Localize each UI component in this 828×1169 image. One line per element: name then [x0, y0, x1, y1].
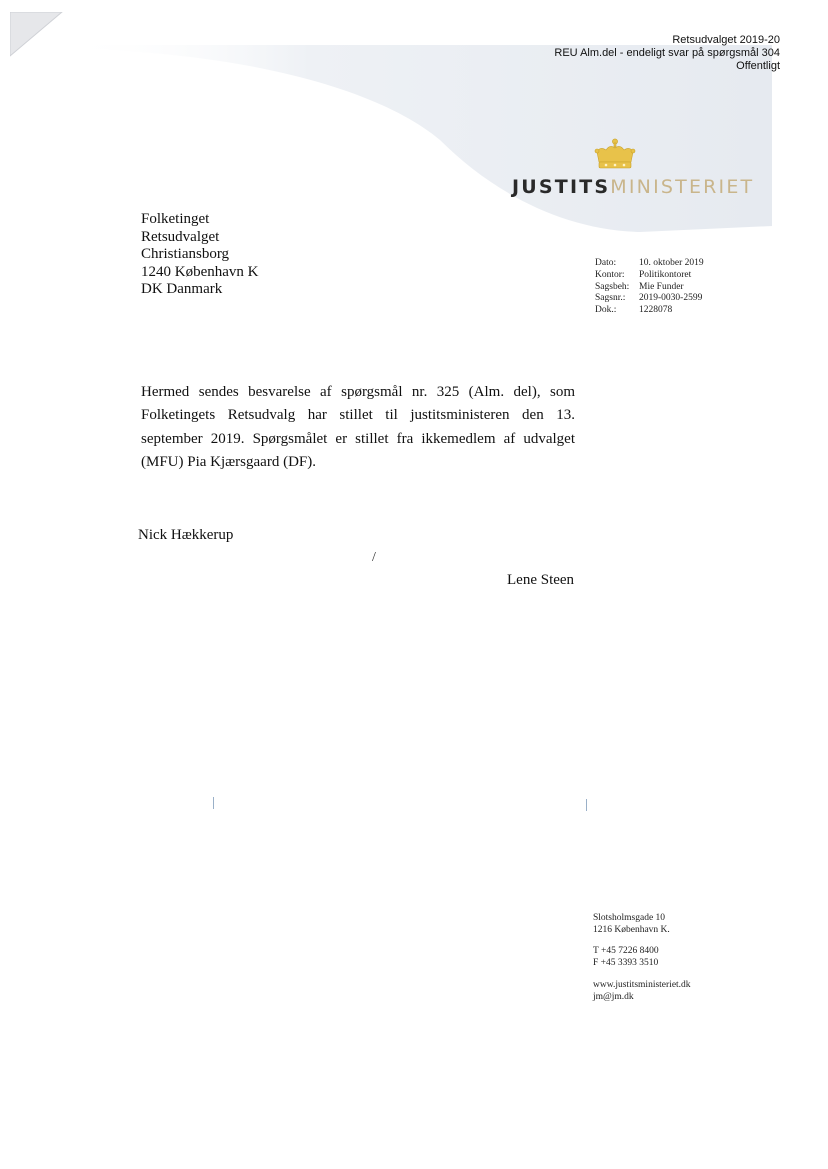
footer-city: 1216 København K. [593, 924, 670, 935]
footer-phone: T +45 7226 8400 [593, 946, 659, 956]
meta-label: Kontor: [595, 269, 625, 280]
ministry-logo [512, 176, 754, 198]
signatory-minister: Nick Hækkerup [138, 527, 234, 543]
page-corner-fold [10, 12, 64, 58]
logo-text-bold: JUSTITS [512, 176, 611, 198]
recipient-line: Folketinget [141, 211, 210, 227]
recipient-line: Retsudvalget [141, 228, 220, 245]
meta-value: 2019-0030-2599 [639, 293, 703, 304]
meta-label: Sagsnr.: [595, 293, 626, 304]
document-reference: REU Alm.del - endeligt svar på spørgsmål 304 [554, 47, 780, 59]
signature-separator: / [372, 550, 376, 565]
meta-value: Politikontoret [639, 269, 692, 280]
meta-row-case-number [595, 293, 704, 305]
footer-online [593, 980, 691, 1003]
footer-contact-numbers [593, 946, 659, 969]
footer-email: jm@jm.dk [593, 991, 634, 1002]
letter-body: Hermed sendes besvarelse af spørgsmål nr. 325 (Alm. del), som Folketingets Retsudvalg har stillet til justitsministeren den 13. september 2019. Spørgsmålet er stillet fra ikkemedlem af udvalget (MFU) Pia Kjærsgaard (DF). [141, 384, 575, 471]
case-metadata [595, 258, 704, 317]
footer-fax: F +45 3393 3510 [593, 957, 659, 968]
meta-row-office [595, 270, 704, 282]
meta-value: 1228078 [639, 305, 673, 316]
publicity-status: Offentligt [736, 60, 780, 72]
committee-session: Retsudvalget 2019-20 [672, 34, 780, 46]
meta-label: Dato: [595, 258, 617, 268]
recipient-line: Christiansborg [141, 246, 230, 263]
meta-value: Mie Funder [639, 281, 684, 292]
footer-address [593, 913, 670, 936]
signatory-official: Lene Steen [507, 572, 575, 588]
scan-mark [586, 799, 587, 811]
meta-row-date [595, 258, 704, 270]
recipient-line: 1240 København K [141, 263, 259, 280]
recipient-address [141, 211, 258, 299]
meta-label: Dok.: [595, 305, 617, 316]
meta-row-document [595, 305, 704, 317]
meta-label: Sagsbeh: [595, 281, 630, 292]
meta-row-caseworker [595, 282, 704, 294]
document-reference-header [554, 34, 780, 73]
logo-text-light: MINISTERIET [610, 176, 755, 198]
footer-website: www.justitsministeriet.dk [593, 980, 691, 990]
scan-mark [213, 797, 214, 809]
crown-icon [592, 138, 638, 174]
recipient-line: DK Danmark [141, 281, 223, 298]
meta-value: 10. oktober 2019 [639, 258, 704, 268]
footer-street: Slotsholmsgade 10 [593, 913, 666, 923]
